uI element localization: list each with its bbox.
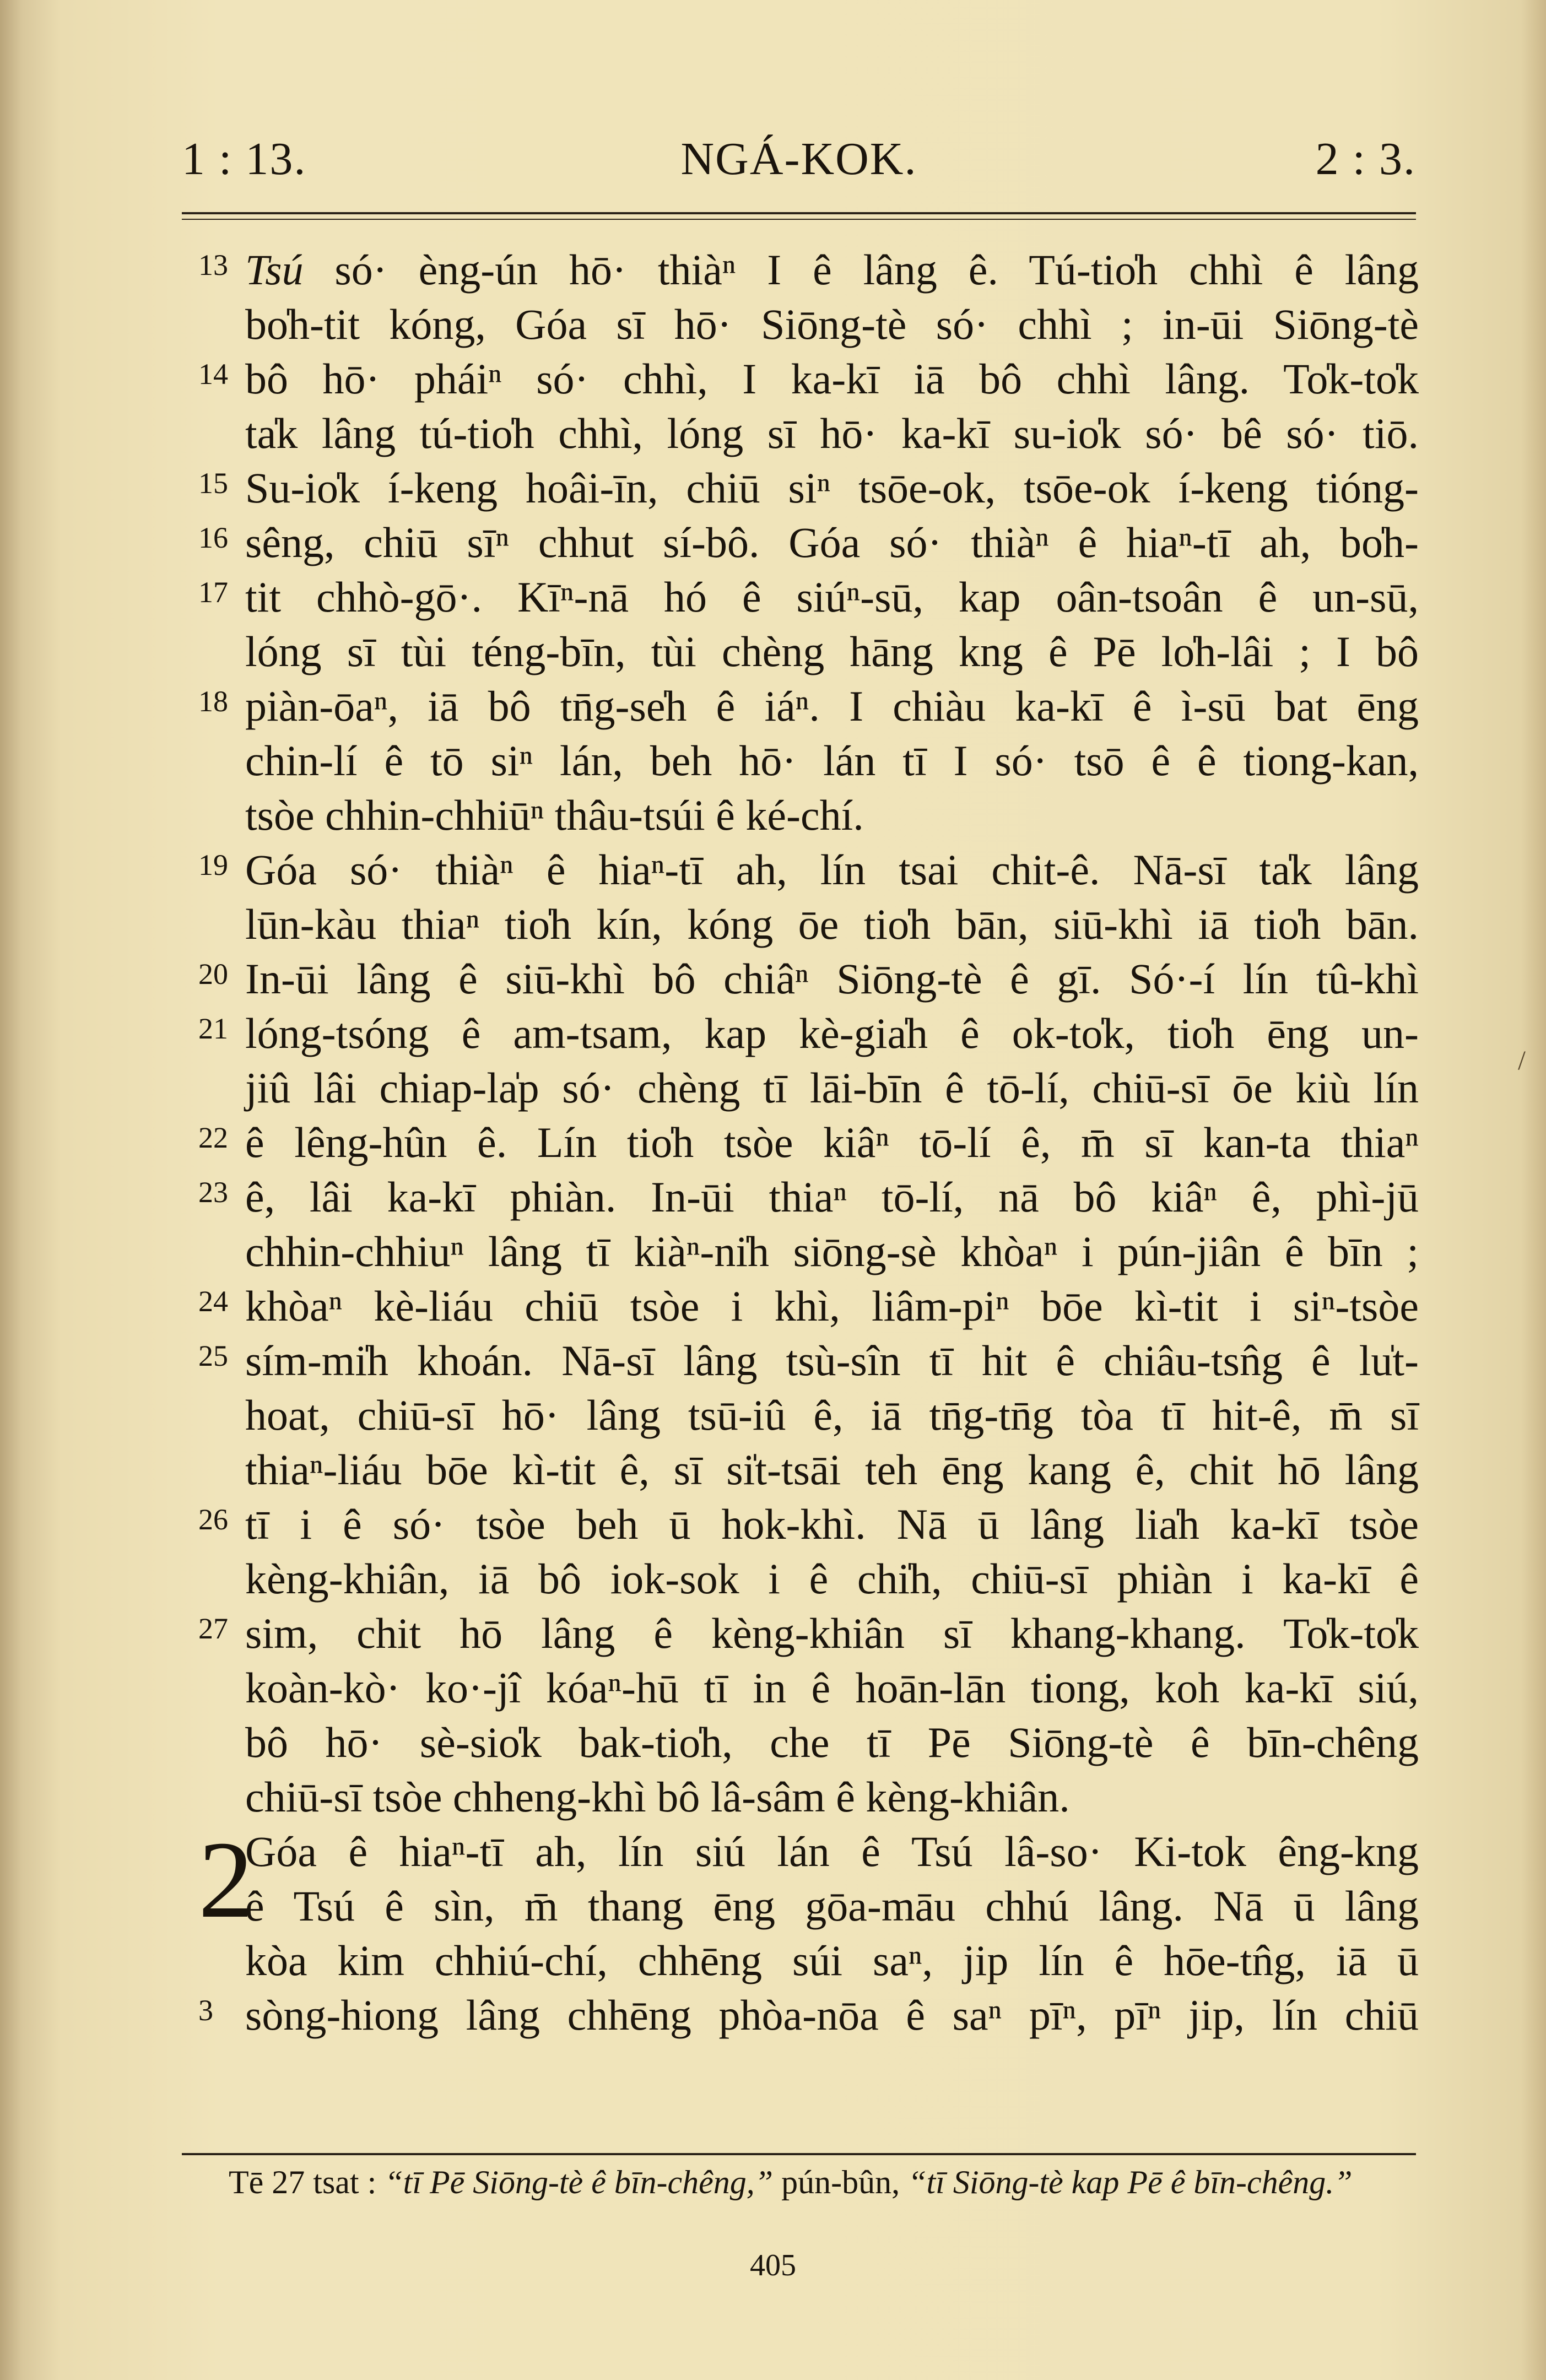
line-text	[245, 461, 1419, 515]
italic-lead-word: Tsú	[245, 246, 304, 294]
text-line	[182, 1333, 1449, 1388]
text-line	[182, 1770, 1449, 1824]
line-content: chin-lí ê tō siⁿ lán, beh hō· lán tī I só· tsō ê ê tiong-kan,	[245, 737, 1419, 785]
line-content: thiaⁿ-liáu bōe kì-tit ê, sī si̍t-tsāi teh ēng kang ê, chit hō lâng	[245, 1446, 1419, 1494]
verse-number: 27	[198, 1612, 228, 1645]
line-text	[245, 1497, 1419, 1551]
line-text	[245, 788, 1419, 842]
text-line	[182, 1660, 1449, 1715]
line-content: sím-mi̍h khoán. Nā-sī lâng tsù-sîn tī hit ê chiâu-tsn̂g ê lu̍t-	[245, 1337, 1419, 1384]
verse-number: 14	[198, 358, 228, 391]
verse-number: 24	[198, 1285, 228, 1318]
line-text	[245, 1606, 1419, 1660]
line-text	[245, 1333, 1419, 1388]
line-text	[245, 1170, 1419, 1224]
line-content: chhin-chhiuⁿ lâng tī kiàⁿ-ni̍h siōng-sè khòaⁿ i pún-jiân ê bīn ;	[245, 1227, 1419, 1275]
text-line	[182, 1170, 1449, 1224]
verse-number: 18	[198, 685, 228, 718]
line-text	[245, 1988, 1419, 2042]
line-content: tsòe chhin-chhiūⁿ thâu-tsúi ê ké-chí.	[245, 791, 864, 839]
verse-number: 20	[198, 958, 228, 991]
line-content: Góa só· thiàⁿ ê hiaⁿ-tī ah, lín tsai chit-ê. Nā-sī ta̍k lâng	[245, 846, 1419, 894]
footnote-mid: pún-bûn,	[773, 2164, 909, 2200]
text-line	[182, 788, 1449, 842]
verse-number: 3	[198, 1994, 213, 2027]
line-text	[245, 570, 1419, 624]
line-content: jiû lâi chiap-la̍p só· chèng tī lāi-bīn ê tō-lí, chiū-sī ōe kiù lín	[245, 1064, 1419, 1112]
line-text	[245, 1660, 1419, 1715]
text-line	[182, 1115, 1449, 1170]
line-text	[245, 1224, 1419, 1279]
line-text	[245, 1388, 1419, 1442]
line-content: kèng-khiân, iā bô iok-sok i ê chi̍h, chiū-sī phiàn i ka-kī ê	[245, 1555, 1419, 1603]
text-line	[182, 1061, 1449, 1115]
text-line	[182, 461, 1449, 515]
text-line	[182, 1879, 1449, 1933]
line-content: hoat, chiū-sī hō· lâng tsū-iû ê, iā tn̄g-tn̄g tòa tī hit-ê, m̄ sī	[245, 1391, 1419, 1439]
footnote-quote-alternate: “tī Siōng-tè kap Pē ê bīn-chêng.”	[908, 2164, 1353, 2200]
line-text	[245, 1824, 1419, 1879]
line-content: bo̍h-tit kóng, Góa sī hō· Siōng-tè só· chhì ; in-ūi Siōng-tè	[245, 300, 1419, 348]
footnote	[229, 2162, 1430, 2202]
text-line	[182, 733, 1449, 788]
line-content: tī i ê só· tsòe beh ū hok-khì. Nā ū lâng lia̍h ka-kī tsòe	[245, 1500, 1419, 1548]
line-content: bô hō· pháiⁿ só· chhì, I ka-kī iā bô chhì lâng. To̍k-to̍k	[245, 355, 1419, 403]
line-content: koàn-kò· ko·-jî kóaⁿ-hū tī in ê hoān-lān tiong, koh ka-kī siú,	[245, 1664, 1419, 1712]
text-line	[182, 624, 1449, 679]
header-rule-thin	[182, 219, 1416, 220]
line-text	[245, 842, 1419, 897]
line-content: ê Tsú ê sìn, m̄ thang ēng gōa-māu chhú lâng. Nā ū lâng	[245, 1882, 1419, 1930]
text-line	[182, 897, 1449, 951]
verse-number: 15	[198, 467, 228, 500]
text-line	[182, 1279, 1449, 1333]
line-text	[245, 1933, 1419, 1988]
line-content: chiū-sī tsòe chheng-khì bô lâ-sâm ê kèng-khiân.	[245, 1773, 1070, 1821]
line-text	[245, 406, 1419, 461]
line-content: kòa kim chhiú-chí, chhēng súi saⁿ, jip lín ê hōe-tn̂g, iā ū	[245, 1937, 1419, 1984]
line-content: só· èng-ún hō· thiàⁿ I ê lâng ê. Tú-tio̍h chhì ê lâng	[303, 246, 1419, 294]
text-line	[182, 406, 1449, 461]
text-line	[182, 1224, 1449, 1279]
line-content: sòng-hiong lâng chhēng phòa-nōa ê saⁿ pīⁿ, pīⁿ jip, lín chiū	[245, 1991, 1419, 2039]
line-text	[245, 733, 1419, 788]
line-content: ta̍k lâng tú-tio̍h chhì, lóng sī hō· ka-kī su-io̍k só· bê só· tiō.	[245, 409, 1419, 457]
line-text	[245, 897, 1419, 951]
text-line	[182, 515, 1449, 570]
line-text	[245, 1279, 1419, 1333]
line-text	[245, 1442, 1419, 1497]
header-rule	[182, 212, 1416, 214]
footnote-quote-original: “tī Pē Siōng-tè ê bīn-chêng,”	[385, 2164, 774, 2200]
line-text	[245, 297, 1419, 351]
line-text	[245, 1879, 1419, 1933]
text-line	[182, 842, 1449, 897]
line-content: lóng sī tùi téng-bīn, tùi chèng hāng kng ê Pē lo̍h-lâi ; I bô	[245, 628, 1419, 675]
line-content: tit chhò-gō·. Kīⁿ-nā hó ê siúⁿ-sū, kap oân-tsoân ê un-sū,	[245, 573, 1419, 621]
text-line	[182, 1933, 1449, 1988]
running-header	[182, 132, 1416, 193]
text-line	[182, 570, 1449, 624]
text-line	[182, 1988, 1449, 2042]
verse-number: 13	[198, 248, 228, 282]
verse-number: 16	[198, 521, 228, 554]
line-content: Góa ê hiaⁿ-tī ah, lín siú lán ê Tsú lâ-so· Ki-tok êng-kng	[245, 1827, 1419, 1875]
text-line	[182, 1715, 1449, 1770]
line-content: bô hō· sè-sio̍k bak-tio̍h, che tī Pē Siōng-tè ê bīn-chêng	[245, 1718, 1419, 1766]
header-left-reference: 1 : 13.	[182, 133, 307, 185]
verse-number: 25	[198, 1339, 228, 1372]
line-content: piàn-ōaⁿ, iā bô tn̄g-se̍h ê iáⁿ. I chiàu ka-kī ê ì-sū bat ēng	[245, 682, 1419, 730]
text-line	[182, 1006, 1449, 1061]
text-line	[182, 1497, 1449, 1551]
footnote-lead: Tē 27 tsat :	[229, 2164, 385, 2200]
text-line	[182, 679, 1449, 733]
header-book-title: NGÁ-KOK.	[680, 133, 917, 185]
line-content: In-ūi lâng ê siū-khì bô chiâⁿ Siōng-tè ê gī. Só·-í lín tû-khì	[245, 955, 1419, 1003]
text-line	[182, 297, 1449, 351]
footnote-rule	[182, 2153, 1416, 2155]
line-text	[245, 242, 1419, 297]
line-content: lóng-tsóng ê am-tsam, kap kè-gia̍h ê ok-to̍k, tio̍h ēng un-	[245, 1009, 1419, 1057]
verse-number: 26	[198, 1503, 228, 1536]
line-content: sêng, chiū sīⁿ chhut sí-bô. Góa só· thiàⁿ ê hiaⁿ-tī ah, bo̍h-	[245, 518, 1419, 566]
main-text	[182, 242, 1449, 2042]
line-content: sim, chit hō lâng ê kèng-khiân sī khang-khang. To̍k-to̍k	[245, 1609, 1419, 1657]
line-content: Su-io̍k í-keng hoâi-īn, chiū siⁿ tsōe-ok, tsōe-ok í-keng tióng-	[245, 464, 1419, 512]
line-text	[245, 515, 1419, 570]
line-text	[245, 1061, 1419, 1115]
text-line	[182, 1606, 1449, 1660]
verse-number: 19	[198, 848, 228, 881]
margin-mark: /	[1518, 1045, 1526, 1075]
header-right-reference: 2 : 3.	[1315, 133, 1416, 185]
line-text	[245, 679, 1419, 733]
verse-number: 23	[198, 1176, 228, 1209]
line-text	[245, 1715, 1419, 1770]
text-line	[182, 242, 1449, 297]
line-text	[245, 1551, 1419, 1606]
verse-number: 21	[198, 1012, 228, 1045]
line-text	[245, 1115, 1419, 1170]
line-content: lūn-kàu thiaⁿ tio̍h kín, kóng ōe tio̍h bān, siū-khì iā tio̍h bān.	[245, 900, 1419, 948]
text-line	[182, 351, 1449, 406]
text-line	[182, 1551, 1449, 1606]
line-text	[245, 351, 1419, 406]
text-line	[182, 951, 1449, 1006]
line-text	[245, 1006, 1419, 1061]
line-text	[245, 951, 1419, 1006]
line-text	[245, 1770, 1419, 1824]
verse-number: 17	[198, 576, 228, 609]
page-number: 405	[750, 2248, 796, 2282]
line-content: ê, lâi ka-kī phiàn. In-ūi thiaⁿ tō-lí, nā bô kiâⁿ ê, phì-jū	[245, 1173, 1419, 1221]
line-content: ê lêng-hûn ê. Lín tio̍h tsòe kiâⁿ tō-lí ê, m̄ sī kan-ta thiaⁿ	[245, 1118, 1419, 1166]
text-line	[182, 1388, 1449, 1442]
chapter-number: 2	[198, 1819, 253, 1941]
verse-number: 22	[198, 1121, 228, 1154]
line-text	[245, 624, 1419, 679]
text-line	[182, 1442, 1449, 1497]
line-content: khòaⁿ kè-liáu chiū tsòe i khì, liâm-piⁿ bōe kì-tit i siⁿ-tsòe	[245, 1282, 1419, 1330]
